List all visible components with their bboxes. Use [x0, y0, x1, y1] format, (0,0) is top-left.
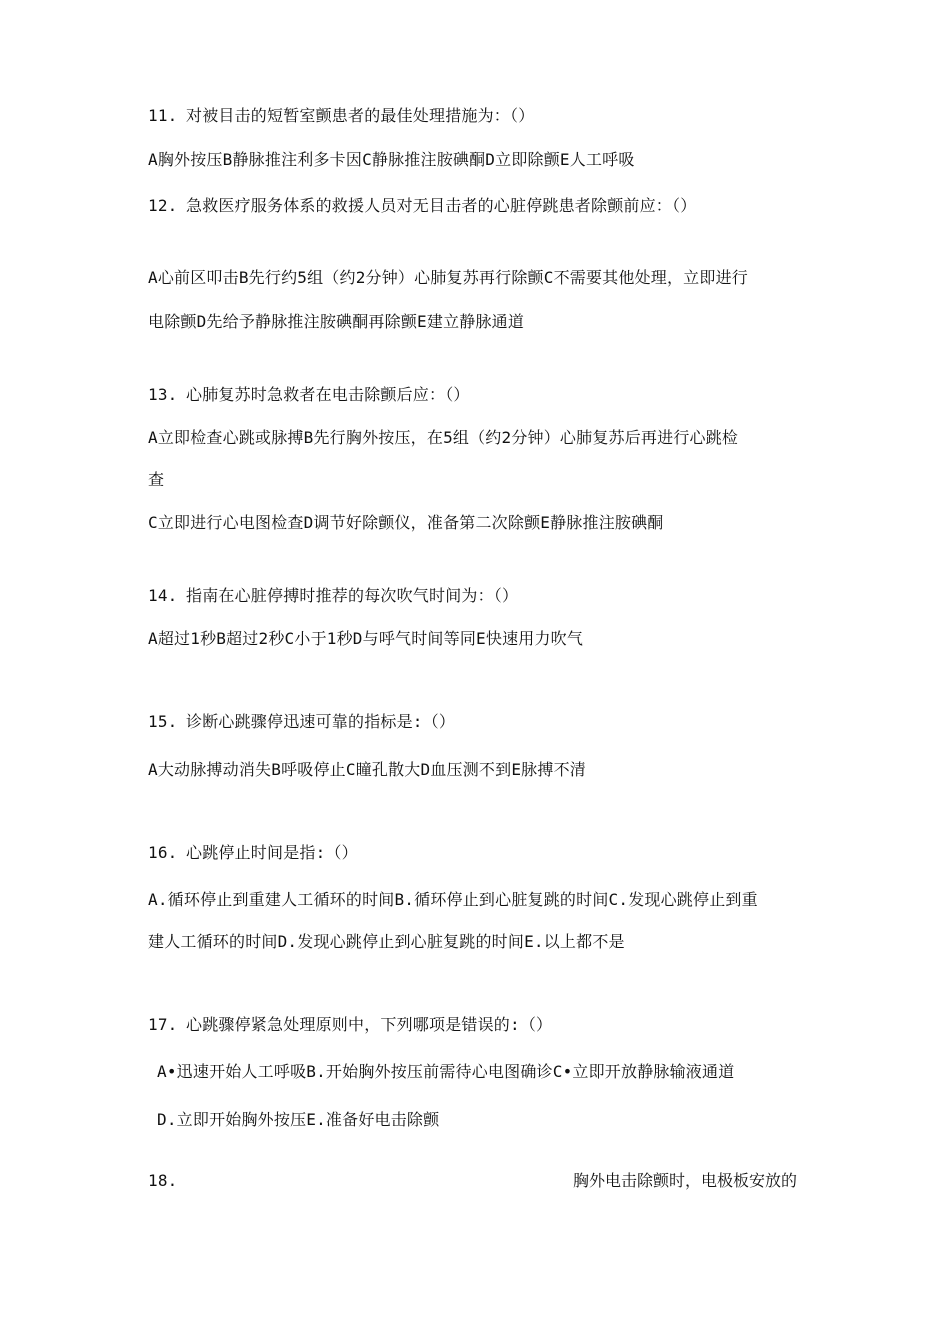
question-text: 对被目击的短暂室颤患者的最佳处理措施为：（）: [186, 106, 535, 125]
question-number: 17.: [148, 1015, 178, 1034]
question-13-options-line-2: 查: [148, 470, 165, 489]
question-text: 心肺复苏时急救者在电击除颤后应：（）: [186, 385, 470, 404]
question-18-number: 18.: [148, 1171, 178, 1190]
question-14-options: A超过1秒B超过2秒C小于1秒D与呼气时间等同E快速用力吹气: [148, 629, 584, 648]
question-number: 14.: [148, 586, 178, 605]
question-16-options-line-2: 建人工循环的时间D.发现心跳停止到心脏复跳的时间E.以上都不是: [148, 932, 625, 951]
question-text: 急救医疗服务体系的救援人员对无目击者的心脏停跳患者除颤前应：（）: [186, 196, 697, 215]
question-number: 12.: [148, 196, 178, 215]
question-12-stem: [148, 196, 696, 216]
question-13-options-line-1: A立即检查心跳或脉搏B先行胸外按压，在5组（约2分钟）心肺复苏后再进行心跳检: [148, 428, 739, 447]
question-text: 指南在心脏停搏时推荐的每次吹气时间为：（）: [186, 586, 519, 605]
question-number: 13.: [148, 385, 178, 404]
question-17-stem: [148, 1015, 552, 1035]
question-13-options-line-3: C立即进行心电图检查D调节好除颤仪，准备第二次除颤E静脉推注胺碘酮: [148, 513, 664, 532]
question-text: 心跳停止时间是指:（）: [186, 843, 358, 862]
question-15-options: A大动脉搏动消失B呼吸停止C瞳孔散大D血压测不到E脉搏不清: [148, 760, 586, 779]
question-17-options-line-1: A•迅速开始人工呼吸B.开始胸外按压前需待心电图确诊C•立即开放静脉输液通道: [157, 1062, 735, 1081]
question-12-options-line-2: 电除颤D先给予静脉推注胺碘酮再除颤E建立静脉通道: [148, 312, 525, 331]
question-11-options: A胸外按压B静脉推注利多卡因C静脉推注胺碘酮D立即除颤E人工呼吸: [148, 150, 635, 169]
question-17-options-line-2: D.立即开始胸外按压E.准备好电击除颤: [157, 1110, 440, 1129]
question-16-options-line-1: A.循环停止到重建人工循环的时间B.循环停止到心脏复跳的时间C.发现心跳停止到重: [148, 890, 758, 909]
question-text: 心跳骤停紧急处理原则中，下列哪项是错误的:（）: [186, 1015, 553, 1034]
question-12-options-line-1: A心前区叩击B先行约5组（约2分钟）心肺复苏再行除颤C不需要其他处理，立即进行: [148, 268, 748, 287]
question-number: 15.: [148, 712, 178, 731]
question-number: 16.: [148, 843, 178, 862]
question-11-stem: [148, 106, 534, 126]
question-number: 11.: [148, 106, 178, 125]
question-18-stem: 胸外电击除颤时，电极板安放的: [573, 1171, 798, 1190]
question-16-stem: [148, 843, 358, 863]
question-text: 诊断心跳骤停迅速可靠的指标是:（）: [186, 712, 456, 731]
question-14-stem: [148, 586, 518, 606]
question-15-stem: [148, 712, 455, 732]
question-13-stem: [148, 385, 470, 405]
